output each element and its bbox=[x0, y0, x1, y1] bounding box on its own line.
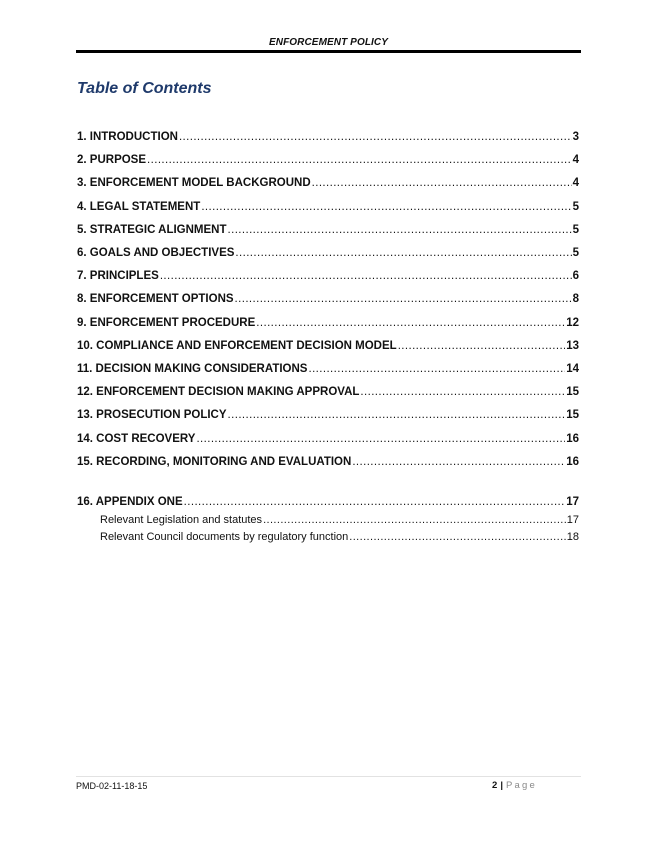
dot-leader bbox=[263, 514, 566, 526]
toc-entry-enforcement-procedure[interactable] bbox=[77, 317, 579, 329]
toc-entry-label: 6. GOALS AND OBJECTIVES bbox=[77, 247, 235, 259]
toc-entry-page: 17 bbox=[566, 496, 579, 508]
toc-entry-label: 10. COMPLIANCE AND ENFORCEMENT DECISION MODEL bbox=[77, 340, 397, 352]
toc-entry-page: 5 bbox=[572, 247, 579, 259]
toc-entry-page: 12 bbox=[566, 317, 579, 329]
dot-leader bbox=[147, 154, 572, 166]
toc-entry-compliance-decision-model[interactable] bbox=[77, 340, 579, 352]
toc-entry-page: 16 bbox=[566, 433, 579, 445]
toc-entry-label: 4. LEGAL STATEMENT bbox=[77, 201, 201, 213]
toc-entry-label: 12. ENFORCEMENT DECISION MAKING APPROVAL bbox=[77, 386, 360, 398]
toc-entry-legal-statement[interactable] bbox=[77, 201, 579, 213]
toc-entry-appendix-one[interactable] bbox=[77, 496, 579, 508]
toc-entry-goals-and-objectives[interactable] bbox=[77, 247, 579, 259]
toc-entry-prosecution-policy[interactable] bbox=[77, 409, 579, 421]
page-separator: | bbox=[500, 780, 503, 791]
toc-entry-label: 5. STRATEGIC ALIGNMENT bbox=[77, 224, 227, 236]
toc-entry-page: 16 bbox=[566, 456, 579, 468]
toc-subentry-label: Relevant Council documents by regulatory function bbox=[100, 531, 349, 543]
page-indicator bbox=[492, 780, 537, 791]
toc-entry-purpose[interactable] bbox=[77, 154, 579, 166]
dot-leader bbox=[352, 456, 565, 468]
toc-entry-page: 4 bbox=[572, 154, 579, 166]
page-word: Page bbox=[506, 780, 537, 791]
toc-entry-label: 16. APPENDIX ONE bbox=[77, 496, 183, 508]
toc-entry-label: 2. PURPOSE bbox=[77, 154, 147, 166]
dot-leader bbox=[256, 317, 565, 329]
dot-leader bbox=[160, 270, 572, 282]
toc-entry-label: 7. PRINCIPLES bbox=[77, 270, 159, 282]
dot-leader bbox=[312, 177, 572, 189]
toc-entry-page: 3 bbox=[572, 131, 579, 143]
toc-entry-enforcement-model-background[interactable] bbox=[77, 177, 579, 189]
toc-subentry-page: 18 bbox=[566, 531, 579, 543]
toc-entry-label: 3. ENFORCEMENT MODEL BACKGROUND bbox=[77, 177, 311, 189]
toc-subentry-page: 17 bbox=[566, 514, 579, 526]
toc-entry-decision-making-considerations[interactable] bbox=[77, 363, 579, 375]
toc-entry-introduction[interactable] bbox=[77, 131, 579, 143]
document-reference: PMD-02-11-18-15 bbox=[76, 781, 148, 791]
toc-entry-label: 11. DECISION MAKING CONSIDERATIONS bbox=[77, 363, 308, 375]
toc-entry-page: 15 bbox=[566, 386, 579, 398]
toc-entry-label: 9. ENFORCEMENT PROCEDURE bbox=[77, 317, 256, 329]
toc-entry-cost-recovery[interactable] bbox=[77, 433, 579, 445]
toc-entry-page: 6 bbox=[572, 270, 579, 282]
toc-entry-label: 15. RECORDING, MONITORING AND EVALUATION bbox=[77, 456, 352, 468]
toc-entry-label: 8. ENFORCEMENT OPTIONS bbox=[77, 293, 234, 305]
toc-subentry-relevant-legislation[interactable] bbox=[100, 514, 579, 526]
toc-entry-page: 4 bbox=[572, 177, 579, 189]
header-rule bbox=[76, 50, 581, 53]
page-number: 2 bbox=[492, 780, 498, 791]
toc-entry-page: 8 bbox=[572, 293, 579, 305]
toc-entry-label: 14. COST RECOVERY bbox=[77, 433, 196, 445]
toc-entry-decision-making-approval[interactable] bbox=[77, 386, 579, 398]
dot-leader bbox=[228, 409, 566, 421]
dot-leader bbox=[398, 340, 566, 352]
toc-entry-principles[interactable] bbox=[77, 270, 579, 282]
toc-entry-page: 14 bbox=[566, 363, 579, 375]
toc-entry-page: 5 bbox=[572, 201, 579, 213]
dot-leader bbox=[201, 201, 571, 213]
dot-leader bbox=[235, 247, 571, 259]
dot-leader bbox=[308, 363, 565, 375]
dot-leader bbox=[349, 531, 566, 543]
toc-entry-strategic-alignment[interactable] bbox=[77, 224, 579, 236]
dot-leader bbox=[360, 386, 565, 398]
dot-leader bbox=[235, 293, 572, 305]
toc-entry-page: 15 bbox=[566, 409, 579, 421]
toc-entry-enforcement-options[interactable] bbox=[77, 293, 579, 305]
dot-leader bbox=[228, 224, 572, 236]
footer-rule bbox=[76, 776, 581, 777]
header-title: ENFORCEMENT POLICY bbox=[268, 37, 389, 48]
dot-leader bbox=[179, 131, 572, 143]
toc-entry-page: 13 bbox=[566, 340, 579, 352]
dot-leader bbox=[184, 496, 566, 508]
toc-subentry-label: Relevant Legislation and statutes bbox=[100, 514, 263, 526]
toc-entry-recording-monitoring-evaluation[interactable] bbox=[77, 456, 579, 468]
dot-leader bbox=[196, 433, 565, 445]
toc-entry-label: 1. INTRODUCTION bbox=[77, 131, 178, 143]
toc-entry-page: 5 bbox=[572, 224, 579, 236]
toc-entry-label: 13. PROSECUTION POLICY bbox=[77, 409, 227, 421]
toc-subentry-council-documents[interactable] bbox=[100, 531, 579, 543]
toc-heading: Table of Contents bbox=[77, 80, 212, 97]
